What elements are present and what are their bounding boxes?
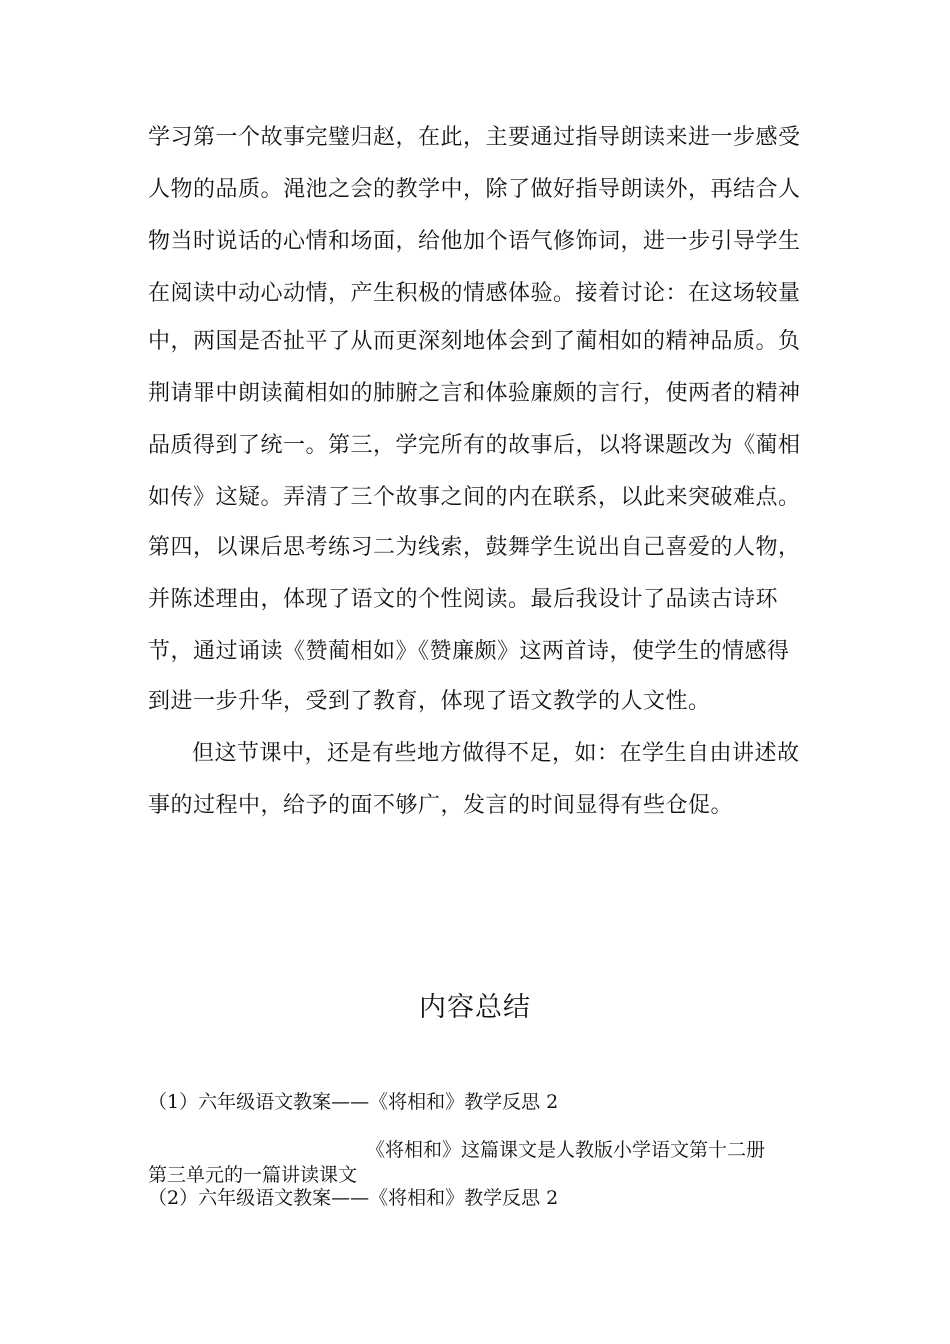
body-line: 事的过程中，给予的面不够广，发言的时间显得有些仓促。 <box>148 793 734 818</box>
body-line: 荆请罪中朗读蔺相如的肺腑之言和体验廉颇的言行，使两者的精神 <box>148 381 801 406</box>
body-line: 到进一步升华，受到了教育，体现了语文教学的人文性。 <box>148 689 711 714</box>
body-line: 如传》这疑。弄清了三个故事之间的内在联系，以此来突破难点。 <box>148 485 801 510</box>
body-line: 学习第一个故事完璧归赵，在此，主要通过指导朗读来进一步感受 <box>148 125 801 150</box>
body-line: 物当时说话的心情和场面，给他加个语气修饰词，进一步引导学生 <box>148 229 801 254</box>
body-line: 第四，以课后思考练习二为线索，鼓舞学生说出自己喜爱的人物， <box>148 535 801 560</box>
summary-item-1-detail: 《将相和》这篇课文是人教版小学语文第十二册 <box>366 1139 766 1161</box>
summary-item-2: （2）六年级语文教案——《将相和》教学反思 2 <box>148 1187 559 1209</box>
body-line: 中，两国是否扯平了从而更深刻地体会到了蔺相如的精神品质。负 <box>148 329 801 354</box>
body-line: 在阅读中动心动情，产生积极的情感体验。接着讨论：在这场较量 <box>148 281 801 306</box>
summary-item-1: （1）六年级语文教案——《将相和》教学反思 2 <box>148 1091 559 1113</box>
body-line: 并陈述理由，体现了语文的个性阅读。最后我设计了品读古诗环 <box>148 587 779 612</box>
body-line: 但这节课中，还是有些地方做得不足，如：在学生自由讲述故 <box>192 741 800 766</box>
body-line: 人物的品质。渑池之会的教学中，除了做好指导朗读外，再结合人 <box>148 177 801 202</box>
body-line: 品质得到了统一。第三，学完所有的故事后，以将课题改为《蔺相 <box>148 433 801 458</box>
body-line: 节，通过诵读《赞蔺相如》《赞廉颇》这两首诗，使学生的情感得 <box>148 639 790 664</box>
summary-heading: 内容总结 <box>419 992 531 1023</box>
summary-item-1-detail: 第三单元的一篇讲读课文 <box>148 1164 358 1186</box>
